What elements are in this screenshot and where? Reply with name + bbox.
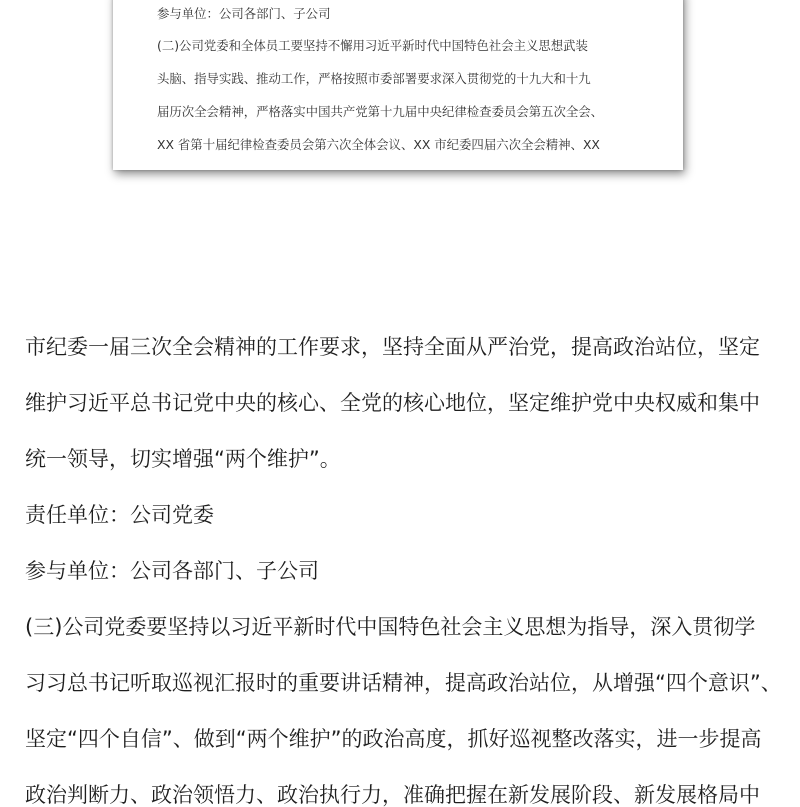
preview-line-5: XX 省第十届纪律检查委员会第六次全体会议、XX 市纪委四届六次全会精神、XX [157, 137, 600, 152]
responsible-unit-line: 责任单位：公司党委 [25, 503, 214, 527]
body-line-6: (三)公司党委要坚持以习近平新时代中国特色社会主义思想为指导，深入贯彻学 [25, 615, 756, 639]
preview-line-2: (二)公司党委和全体员工要坚持不懈用习近平新时代中国特色社会主义思想武装 [157, 38, 588, 53]
body-line-2: 维护习近平总书记党中央的核心、全党的核心地位，坚定维护党中央权威和集中 [25, 391, 760, 415]
preview-line-1: 参与单位：公司各部门、子公司 [157, 6, 331, 21]
body-line-1: 市纪委一届三次全会精神的工作要求，坚持全面从严治党，提高政治站位，坚定 [25, 335, 760, 359]
body-line-3: 统一领导，切实增强“两个维护”。 [25, 447, 341, 471]
body-line-9: 政治判断力、政治领悟力、政治执行力，准确把握在新发展阶段、新发展格局中 [25, 783, 760, 807]
document-preview-card [113, 0, 683, 170]
participating-unit-line: 参与单位：公司各部门、子公司 [25, 559, 319, 583]
preview-line-4: 届历次全会精神，严格落实中国共产党第十九届中央纪律检查委员会第五次全会、 [157, 104, 604, 119]
body-line-7: 习习总书记听取巡视汇报时的重要讲话精神，提高政治站位，从增强“四个意识”、 [25, 671, 782, 695]
preview-line-3: 头脑、指导实践、推动工作，严格按照市委部署要求深入贯彻党的十九大和十九 [157, 71, 591, 86]
body-line-8: 坚定“四个自信”、做到“两个维护”的政治高度，抓好巡视整改落实，进一步提高 [25, 727, 762, 751]
